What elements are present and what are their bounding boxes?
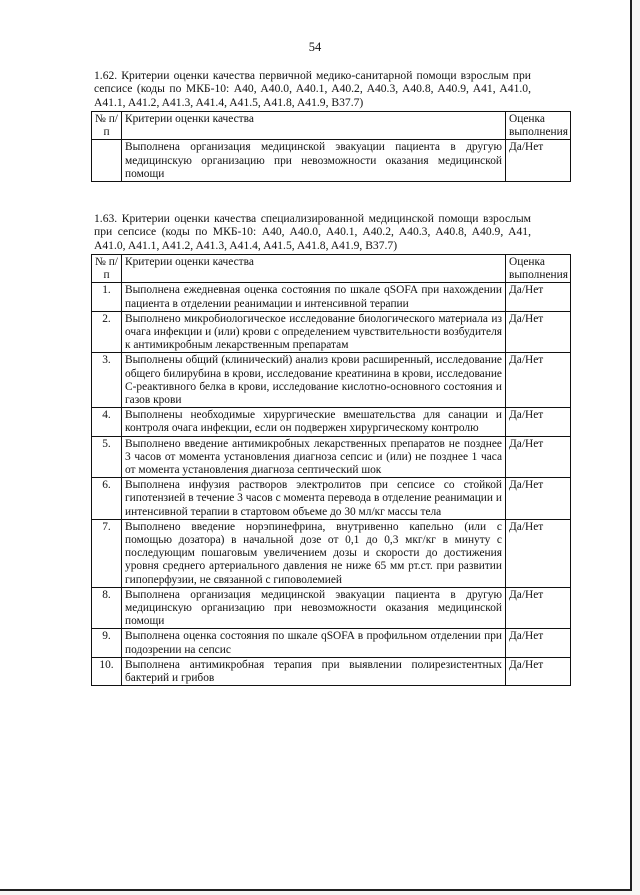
- row-criterion: Выполнена организация медицинской эвакуации пациента в другую медицинскую организацию при невозможности оказания медицинской помощи: [122, 140, 506, 182]
- row-number: 9.: [92, 629, 122, 657]
- row-evaluation: Да/Нет: [506, 408, 571, 436]
- row-criterion: Выполнено введение антимикробных лекарственных препаратов не позднее 3 часов от момента установления диагноза сепсис и (или) не позднее 1 часа от момента установления диагноза септический шок: [122, 436, 506, 478]
- row-criterion: Выполнена инфузия растворов электролитов при сепсисе со стойкой гипотензией в течение 3 часов с момента перевода в отделение реанимации и интенсивной терапии в стартовом объеме до 30 мл/кг массы тела: [122, 478, 506, 520]
- row-evaluation: Да/Нет: [506, 353, 571, 408]
- table-row: [92, 436, 571, 478]
- row-evaluation: Да/Нет: [506, 140, 571, 182]
- table-row: [92, 629, 571, 657]
- row-number: 1.: [92, 283, 122, 311]
- row-number: 6.: [92, 478, 122, 520]
- row-criterion: Выполнена ежедневная оценка состояния по шкале qSOFA при нахождении пациента в отделении реанимации и интенсивной терапии: [122, 283, 506, 311]
- header-number: № п/п: [92, 255, 122, 283]
- header-number: № п/п: [92, 112, 122, 140]
- row-number: 7.: [92, 519, 122, 587]
- table-row: [92, 283, 571, 311]
- row-number: 10.: [92, 657, 122, 685]
- header-criterion: Критерии оценки качества: [122, 255, 506, 283]
- row-criterion: Выполнены необходимые хирургические вмешательства для санации и контроля очага инфекции, если он подвержен хирургическому контролю: [122, 408, 506, 436]
- row-evaluation: Да/Нет: [506, 519, 571, 587]
- table-row: [92, 408, 571, 436]
- criteria-table-1-63: [91, 254, 571, 686]
- header-criterion: Критерии оценки качества: [122, 112, 506, 140]
- row-evaluation: Да/Нет: [506, 587, 571, 629]
- criteria-table-1-62: [91, 111, 571, 182]
- row-evaluation: Да/Нет: [506, 436, 571, 478]
- header-evaluation: Оценка выполнения: [506, 255, 571, 283]
- section-heading-1-63: 1.63. Критерии оценки качества специализированной медицинской помощи взрослым при сепсисе (коды по МКБ-10: A40, A40.0, A40.1, A40.2, A40.3, A40.8, A40.9, A41, A41.0, A41.1, A41.2, A41.3, A41.4, A41.5, A41.8, A41.9, B37.7): [94, 212, 531, 252]
- row-evaluation: Да/Нет: [506, 629, 571, 657]
- row-criterion: Выполнена антимикробная терапия при выявлении полирезистентных бактерий и грибов: [122, 657, 506, 685]
- table-row: [92, 519, 571, 587]
- row-evaluation: Да/Нет: [506, 657, 571, 685]
- row-number: 2.: [92, 311, 122, 353]
- row-number: 5.: [92, 436, 122, 478]
- page-number: 54: [308, 40, 322, 54]
- row-criterion: Выполнена организация медицинской эвакуации пациента в другую медицинскую организацию при невозможности оказания медицинской помощи: [122, 587, 506, 629]
- table-row: [92, 657, 571, 685]
- table-row: [92, 478, 571, 520]
- table-row: [92, 140, 571, 182]
- row-criterion: Выполнено введение норэпинефрина, внутривенно капельно (или с помощью дозатора) в начальной дозе от 0,1 до 0,3 мкг/кг в минуту с последующим пошаговым увеличением дозы и скорости до достижения уровня среднего артериального давления не ниже 65 мм рт.ст. при развитии гипоперфузии, не связанной с гиповолемией: [122, 519, 506, 587]
- table-row: [92, 311, 571, 353]
- table-row: [92, 353, 571, 408]
- row-criterion: Выполнено микробиологическое исследование биологического материала из очага инфекции и (или) крови с определением чувствительности возбудителя к антимикробным лекарственным препаратам: [122, 311, 506, 353]
- table-header-row: [92, 255, 571, 283]
- row-number: 4.: [92, 408, 122, 436]
- section-heading-1-62: 1.62. Критерии оценки качества первичной медико-санитарной помощи взрослым при сепсисе (коды по МКБ-10: A40, A40.0, A40.1, A40.2, A40.3, A40.8, A40.9, A41, A41.0, A41.1, A41.2, A41.3, A41.4, A41.5, A41.8, A41.9, B37.7): [94, 69, 531, 109]
- row-evaluation: Да/Нет: [506, 478, 571, 520]
- row-number: 3.: [92, 353, 122, 408]
- row-criterion: Выполнена оценка состояния по шкале qSOFA в профильном отделении при подозрении на сепсис: [122, 629, 506, 657]
- row-evaluation: Да/Нет: [506, 311, 571, 353]
- table-row: [92, 587, 571, 629]
- table-header-row: [92, 112, 571, 140]
- header-evaluation: Оценка выполнения: [506, 112, 571, 140]
- row-number: 8.: [92, 587, 122, 629]
- row-criterion: Выполнены общий (клинический) анализ крови расширенный, исследование общего билирубина в крови, исследование креатинина в крови, исследование С-реактивного белка в крови, исследование кислотно-основного состояния и газов крови: [122, 353, 506, 408]
- row-evaluation: Да/Нет: [506, 283, 571, 311]
- row-number: [92, 140, 122, 182]
